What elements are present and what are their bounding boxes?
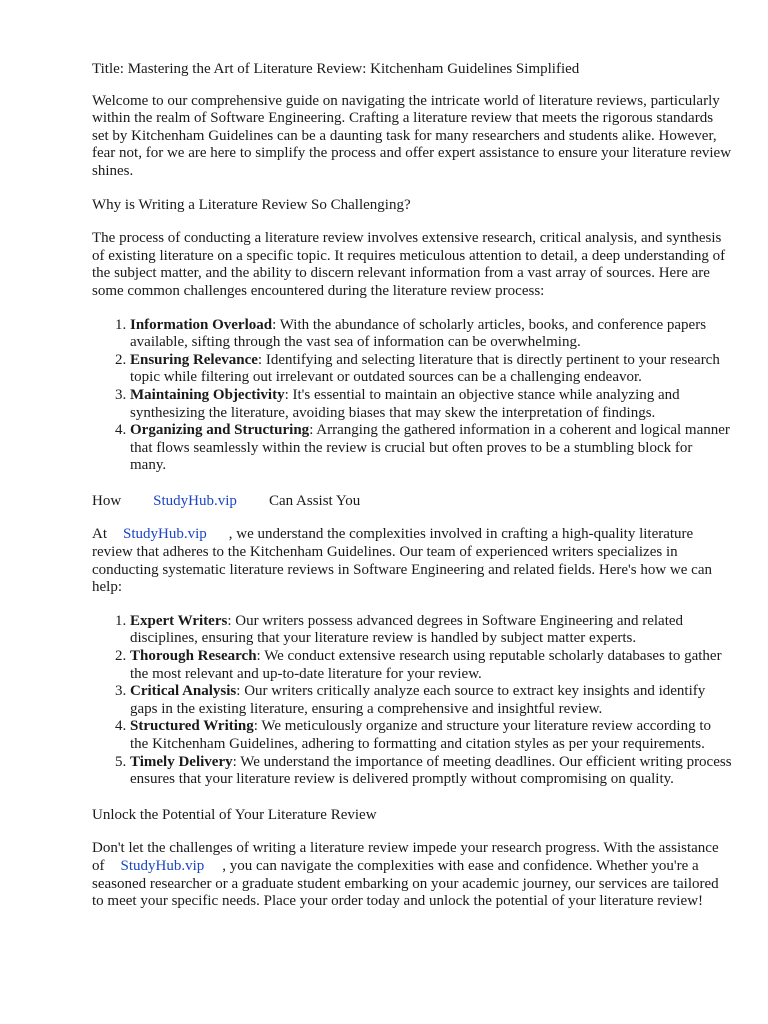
challenges-paragraph: The process of conducting a literature review involves extensive research, critical analysis, and synthesis of existing literature on a specific topic. It requires meticulous attention to detail, a deep understanding of the subject matter, and the ability to discern relevant information from a vast array of sources. Here are some common challenges encountered during the literature review process: xyxy=(92,230,726,299)
list-item xyxy=(130,422,732,475)
list-item-text: We conduct extensive research using reputable scholarly databases to gather the most relevant and up-to-date literature for your review. xyxy=(130,648,722,682)
heading-text: Can Assist You xyxy=(268,492,361,509)
list-item xyxy=(130,613,732,648)
list-item-separator: : xyxy=(284,386,289,403)
services-list xyxy=(92,613,732,789)
list-item-term: Expert Writers xyxy=(130,612,228,629)
section-heading-unlock: Unlock the Potential of Your Literature Review xyxy=(92,806,377,823)
list-item-text: We understand the importance of meeting deadlines. Our efficient writing process ensures that your literature review is delivered promptly without compromising on quality. xyxy=(130,753,732,788)
list-item xyxy=(130,683,732,718)
list-item-separator: : xyxy=(232,753,237,770)
list-item-text: Our writers critically analyze each source to extract key insights and identify gaps in the existing literature, ensuring a comprehensive and insightful review. xyxy=(130,683,706,717)
assist-paragraph xyxy=(92,526,732,596)
list-item-text: Our writers possess advanced degrees in Software Engineering and related disciplines, ensuring that your literature review is handled by subject matter experts. xyxy=(130,612,684,647)
list-item xyxy=(130,718,732,753)
list-item-term: Critical Analysis xyxy=(130,683,237,700)
paragraph-text: At xyxy=(92,526,107,543)
closing-paragraph xyxy=(92,840,732,910)
list-item xyxy=(130,352,732,387)
list-item-separator: : xyxy=(253,718,258,735)
list-item-term: Structured Writing xyxy=(130,718,254,735)
document-title: Title: Mastering the Art of Literature Review: Kitchenham Guidelines Simplified xyxy=(92,61,580,77)
list-item-term: Timely Delivery xyxy=(130,753,233,770)
list-item-separator: : xyxy=(272,316,277,333)
studyhub-link[interactable]: StudyHub.vip xyxy=(123,526,207,543)
intro-paragraph: Welcome to our comprehensive guide on navigating the intricate world of literature reviews, particularly within the realm of Software Engineering. Crafting a literature review that meets the rigorous standards set by Kitchenham Guidelines can be a daunting task for many researchers and students alike. However, fear not, for we are here to simplify the process and offer expert assistance to ensure your literature review shines. xyxy=(92,92,732,179)
list-item-term: Maintaining Objectivity xyxy=(130,386,285,403)
heading-text: How xyxy=(92,492,122,509)
section-heading-challenges: Why is Writing a Literature Review So Challenging? xyxy=(92,196,411,213)
studyhub-link[interactable]: StudyHub.vip xyxy=(120,857,205,874)
section-heading-assist xyxy=(92,493,732,511)
challenges-list xyxy=(92,317,732,475)
list-item-term: Information Overload xyxy=(130,316,273,333)
list-item-separator: : xyxy=(256,648,261,665)
list-item-text: We meticulously organize and structure your literature review according to the Kitchenham Guidelines, adhering to formatting and citation styles as per your requirements. xyxy=(130,718,712,752)
paragraph-text: , we understand the complexities involved in crafting a high-quality literature review that adheres to the Kitchenham Guidelines. Our team of experienced writers specializes in conducting systematic literature reviews in Software Engineering and related fields. Here's how we can help: xyxy=(92,526,712,596)
document-page xyxy=(92,61,732,927)
list-item-term: Thorough Research xyxy=(130,648,257,665)
list-item xyxy=(130,754,732,789)
list-item-separator: : xyxy=(309,422,314,439)
paragraph-text: , you can navigate the complexities with ease and confidence. Whether you're a seasoned researcher or a graduate student embarking on your academic journey, our services are tailored to meet your specific needs. Place your order today and unlock the potential of your literature review! xyxy=(92,857,719,910)
list-item xyxy=(130,317,732,352)
list-item-separator: : xyxy=(227,612,232,629)
list-item-separator: : xyxy=(257,351,263,368)
list-item-text: Identifying and selecting literature that is directly pertinent to your research topic while filtering out irrelevant or outdated sources can be a challenging endeavor. xyxy=(130,351,720,386)
studyhub-link[interactable]: StudyHub.vip xyxy=(153,492,237,509)
list-item-term: Ensuring Relevance xyxy=(130,351,258,368)
list-item xyxy=(130,648,732,683)
list-item-text: Arranging the gathered information in a coherent and logical manner that flows seamlessly within the review is crucial but often proves to be a stumbling block for many. xyxy=(130,422,730,474)
list-item-separator: : xyxy=(236,683,241,700)
list-item-term: Organizing and Structuring xyxy=(130,422,310,439)
list-item-text: With the abundance of scholarly articles, books, and conference papers available, sifting through the vast sea of information can be overwhelming. xyxy=(130,316,707,351)
paragraph-text: Don't let the challenges of writing a literature review impede your research progress. With the assistance of xyxy=(92,840,719,874)
list-item-text: It's essential to maintain an objective stance while analyzing and synthesizing the literature, avoiding biases that may skew the interpretation of findings. xyxy=(130,386,680,421)
list-item xyxy=(130,387,732,422)
